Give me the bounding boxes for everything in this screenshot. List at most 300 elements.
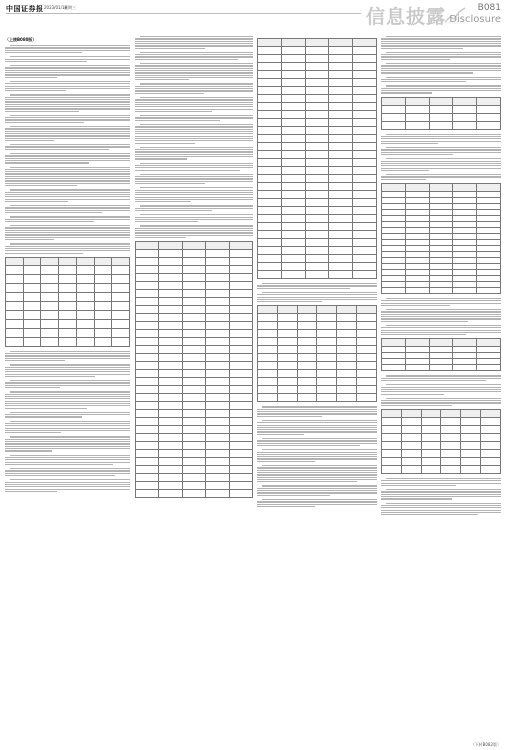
text-paragraph (381, 63, 501, 74)
table-cell (429, 339, 453, 347)
table-cell (182, 242, 205, 250)
table-row (136, 410, 253, 418)
table-cell (23, 292, 41, 301)
table-cell (353, 47, 377, 55)
table-cell (258, 175, 282, 183)
table-cell (353, 135, 377, 143)
table-cell (23, 310, 41, 319)
text-line (5, 70, 130, 71)
text-paragraph (5, 81, 130, 92)
table-cell (481, 449, 501, 457)
text-paragraph (135, 63, 253, 80)
table-cell (182, 322, 205, 330)
table-cell (405, 287, 429, 293)
table-cell (337, 314, 357, 322)
table-cell (258, 103, 282, 111)
table-cell (182, 426, 205, 434)
text-line (5, 201, 68, 202)
table-cell (41, 283, 59, 292)
table-cell (258, 79, 282, 87)
text-line (135, 228, 253, 229)
table-cell (258, 159, 282, 167)
text-line (5, 119, 130, 120)
table-cell (329, 103, 353, 111)
table-cell (477, 97, 501, 105)
text-paragraph (381, 134, 501, 145)
table-cell (159, 458, 182, 466)
table-cell (401, 449, 421, 457)
text-paragraph (5, 479, 130, 492)
text-line (10, 468, 130, 469)
table-cell (206, 458, 229, 466)
text-paragraph (5, 56, 130, 62)
table-cell (136, 322, 159, 330)
text-line (381, 387, 501, 388)
table-row (382, 417, 501, 425)
text-line (10, 65, 130, 66)
table-row (136, 274, 253, 282)
table-cell (182, 474, 205, 482)
table-cell (441, 457, 461, 465)
table-cell (353, 247, 377, 255)
table-cell (229, 242, 252, 250)
table-row (258, 247, 377, 255)
text-line (381, 510, 501, 511)
table-row (136, 330, 253, 338)
table-cell (206, 466, 229, 474)
text-line (5, 146, 130, 147)
table-cell (206, 306, 229, 314)
table-cell (59, 310, 77, 319)
table-cell (136, 314, 159, 322)
text-paragraph (381, 77, 501, 83)
table-cell (429, 121, 453, 129)
text-line (5, 353, 130, 354)
table-cell (41, 292, 59, 301)
table-cell (421, 417, 441, 425)
text-line (381, 332, 501, 333)
table-row (258, 338, 377, 346)
table-cell (329, 151, 353, 159)
table-row (258, 263, 377, 271)
text-line (5, 237, 130, 238)
table-cell (281, 87, 305, 95)
table-row (6, 274, 130, 283)
text-line (10, 436, 130, 437)
text-line (5, 140, 54, 141)
table-cell (258, 95, 282, 103)
table-row (258, 386, 377, 394)
text-line (135, 232, 253, 233)
table-cell (182, 314, 205, 322)
text-line (5, 207, 130, 208)
table-cell (477, 183, 501, 191)
text-line (135, 181, 253, 182)
table-cell (421, 449, 441, 457)
table-row (6, 292, 130, 301)
table-cell (382, 433, 402, 441)
table-cell (277, 338, 297, 346)
table-cell (337, 322, 357, 330)
text-line (135, 190, 253, 191)
text-line (5, 232, 130, 233)
text-line (386, 384, 501, 385)
text-line (381, 318, 501, 319)
table-cell (229, 346, 252, 354)
table-cell (281, 135, 305, 143)
table-cell (136, 346, 159, 354)
table-cell (182, 266, 205, 274)
table-cell (281, 175, 305, 183)
text-line (5, 133, 130, 134)
table-cell (41, 257, 59, 265)
table-cell (329, 87, 353, 95)
table-cell (182, 370, 205, 378)
data-table (381, 97, 501, 130)
table-row (258, 306, 377, 314)
table-cell (405, 97, 429, 105)
text-line (5, 83, 130, 84)
table-row (136, 482, 253, 490)
table-cell (59, 337, 77, 346)
table-cell (477, 287, 501, 293)
table-cell (281, 207, 305, 215)
text-line (135, 93, 204, 94)
table-cell (6, 292, 24, 301)
text-line (257, 506, 315, 507)
table-cell (41, 337, 59, 346)
table-cell (297, 378, 317, 386)
text-line (381, 152, 501, 153)
text-paragraph (5, 468, 130, 476)
table-row (258, 191, 377, 199)
text-line (381, 68, 501, 69)
table-cell (182, 434, 205, 442)
table-cell (258, 135, 282, 143)
table-cell (405, 121, 429, 129)
text-line (5, 408, 87, 409)
text-line (5, 428, 130, 429)
table-row (382, 105, 501, 113)
text-line (140, 163, 253, 164)
text-line (257, 479, 377, 480)
table-cell (182, 306, 205, 314)
table-cell (297, 362, 317, 370)
text-line (5, 414, 130, 415)
text-line (5, 99, 130, 100)
text-line (257, 431, 377, 432)
data-table (257, 38, 377, 279)
table-cell (337, 338, 357, 346)
table-row (258, 354, 377, 362)
text-line (386, 325, 501, 326)
table-cell (206, 434, 229, 442)
text-line (10, 144, 130, 145)
table-cell (136, 242, 159, 250)
text-paragraph (5, 115, 130, 123)
text-paragraph (381, 85, 501, 93)
table-cell (258, 167, 282, 175)
table-cell (206, 322, 229, 330)
table-cell (277, 362, 297, 370)
table-row (258, 223, 377, 231)
table-cell (159, 338, 182, 346)
table-cell (23, 328, 41, 337)
text-line (257, 429, 377, 430)
table-cell (429, 183, 453, 191)
text-line (135, 158, 187, 159)
table-cell (159, 330, 182, 338)
table-cell (159, 242, 182, 250)
table-cell (206, 482, 229, 490)
text-line (5, 382, 130, 383)
table-cell (206, 298, 229, 306)
text-paragraph (381, 52, 501, 60)
table-cell (401, 417, 421, 425)
table-cell (353, 159, 377, 167)
text-paragraph (5, 216, 130, 222)
text-line (5, 403, 130, 404)
text-line (5, 50, 130, 51)
table-cell (258, 394, 278, 402)
table-cell (136, 266, 159, 274)
text-line (381, 491, 501, 492)
table-cell (277, 346, 297, 354)
text-paragraph (257, 499, 377, 507)
table-cell (329, 63, 353, 71)
table-cell (59, 301, 77, 310)
table-cell (59, 257, 77, 265)
text-line (5, 484, 130, 485)
table-cell (329, 207, 353, 215)
table-cell (258, 191, 282, 199)
text-line (381, 54, 501, 55)
text-line (381, 90, 501, 91)
text-line (262, 438, 377, 439)
text-line (135, 109, 253, 110)
text-line (257, 477, 377, 478)
text-line (135, 143, 195, 144)
table-cell (481, 425, 501, 433)
table-cell (405, 105, 429, 113)
table-cell (281, 63, 305, 71)
text-line (135, 208, 253, 209)
text-line (381, 179, 426, 180)
text-line (381, 300, 501, 301)
data-table (135, 241, 253, 498)
text-line (140, 124, 253, 125)
table-cell (206, 346, 229, 354)
table-cell (329, 191, 353, 199)
text-line (381, 380, 486, 381)
text-line (381, 70, 501, 71)
table-cell (305, 95, 329, 103)
text-line (5, 171, 130, 172)
table-cell (481, 457, 501, 465)
table-cell (429, 105, 453, 113)
text-line (5, 439, 130, 440)
text-line (135, 120, 220, 121)
table-cell (477, 105, 501, 113)
text-line (381, 38, 501, 39)
table-cell (112, 301, 130, 310)
table-cell (481, 441, 501, 449)
text-line (381, 378, 501, 379)
table-row (136, 322, 253, 330)
table-cell (281, 119, 305, 127)
text-paragraph (5, 189, 130, 202)
table-cell (421, 465, 441, 473)
table-cell (401, 457, 421, 465)
table-cell (305, 151, 329, 159)
table-cell (94, 283, 112, 292)
text-line (257, 288, 350, 289)
table-cell (229, 426, 252, 434)
table-cell (281, 215, 305, 223)
table-cell (258, 338, 278, 346)
text-line (5, 405, 130, 406)
table-cell (305, 239, 329, 247)
table-cell (305, 223, 329, 231)
text-line (381, 507, 501, 508)
table-row (258, 183, 377, 191)
text-line (140, 36, 253, 37)
text-line (381, 59, 450, 60)
table-cell (401, 409, 421, 417)
text-line (135, 86, 253, 87)
table-cell (136, 354, 159, 362)
text-line (5, 423, 130, 424)
table-cell (337, 362, 357, 370)
text-line (257, 495, 330, 496)
table-row (382, 365, 501, 371)
table-cell (441, 433, 461, 441)
text-line (381, 303, 501, 304)
text-line (381, 170, 429, 171)
table-cell (382, 457, 402, 465)
table-cell (229, 402, 252, 410)
table-cell (481, 409, 501, 417)
table-row (258, 231, 377, 239)
text-line (381, 165, 501, 166)
table-cell (136, 442, 159, 450)
text-line (381, 496, 501, 497)
text-line (10, 391, 130, 392)
text-paragraph (135, 214, 253, 222)
text-line (10, 479, 130, 480)
text-line (140, 97, 253, 98)
text-line (257, 481, 357, 482)
table-cell (229, 490, 252, 498)
text-paragraph (135, 83, 253, 94)
table-cell (353, 175, 377, 183)
table-cell (297, 314, 317, 322)
text-line (5, 464, 113, 465)
table-cell (329, 255, 353, 263)
table-cell (41, 319, 59, 328)
text-line (5, 489, 130, 490)
text-line (381, 138, 501, 139)
table-cell (94, 257, 112, 265)
text-paragraph (381, 398, 501, 406)
text-line (5, 425, 130, 426)
table-cell (281, 199, 305, 207)
text-line (381, 311, 501, 312)
table-cell (401, 433, 421, 441)
table-cell (305, 199, 329, 207)
table-cell (136, 474, 159, 482)
table-cell (382, 97, 406, 105)
table-cell (329, 111, 353, 119)
table-cell (337, 386, 357, 394)
text-paragraph (135, 187, 253, 202)
table-cell (258, 207, 282, 215)
table-cell (353, 119, 377, 127)
text-line (135, 88, 253, 89)
table-cell (59, 292, 77, 301)
table-cell (297, 322, 317, 330)
table-cell (258, 183, 282, 191)
table-cell (159, 474, 182, 482)
table-row (382, 433, 501, 441)
table-cell (305, 39, 329, 47)
table-row (382, 425, 501, 433)
table-cell (112, 310, 130, 319)
text-line (381, 65, 501, 66)
table-cell (159, 370, 182, 378)
data-table (381, 183, 501, 294)
table-cell (405, 183, 429, 191)
text-line (135, 43, 253, 44)
text-paragraph (135, 124, 253, 144)
table-cell (159, 434, 182, 442)
table-row (136, 386, 253, 394)
table-cell (258, 322, 278, 330)
text-line (257, 472, 377, 473)
text-line (381, 176, 501, 177)
text-paragraph (135, 205, 253, 211)
text-line (5, 135, 130, 136)
article-column-3 (257, 36, 377, 740)
text-line (5, 475, 115, 476)
text-line (135, 237, 186, 238)
text-paragraph (5, 364, 130, 377)
table-cell (182, 274, 205, 282)
table-cell (23, 257, 41, 265)
text-line (381, 483, 501, 484)
table-row (136, 346, 253, 354)
text-line (140, 115, 253, 116)
text-line (5, 108, 130, 109)
table-cell (76, 310, 94, 319)
text-line (257, 474, 377, 475)
text-line (381, 316, 501, 317)
table-cell (112, 337, 130, 346)
text-line (5, 369, 130, 370)
table-cell (297, 386, 317, 394)
table-cell (353, 271, 377, 279)
table-cell (337, 394, 357, 402)
text-line (5, 196, 130, 197)
table-cell (441, 465, 461, 473)
table-cell (182, 330, 205, 338)
text-line (257, 445, 360, 446)
table-cell (182, 354, 205, 362)
table-cell (136, 490, 159, 498)
table-cell (6, 337, 24, 346)
table-cell (159, 418, 182, 426)
table-cell (461, 441, 481, 449)
